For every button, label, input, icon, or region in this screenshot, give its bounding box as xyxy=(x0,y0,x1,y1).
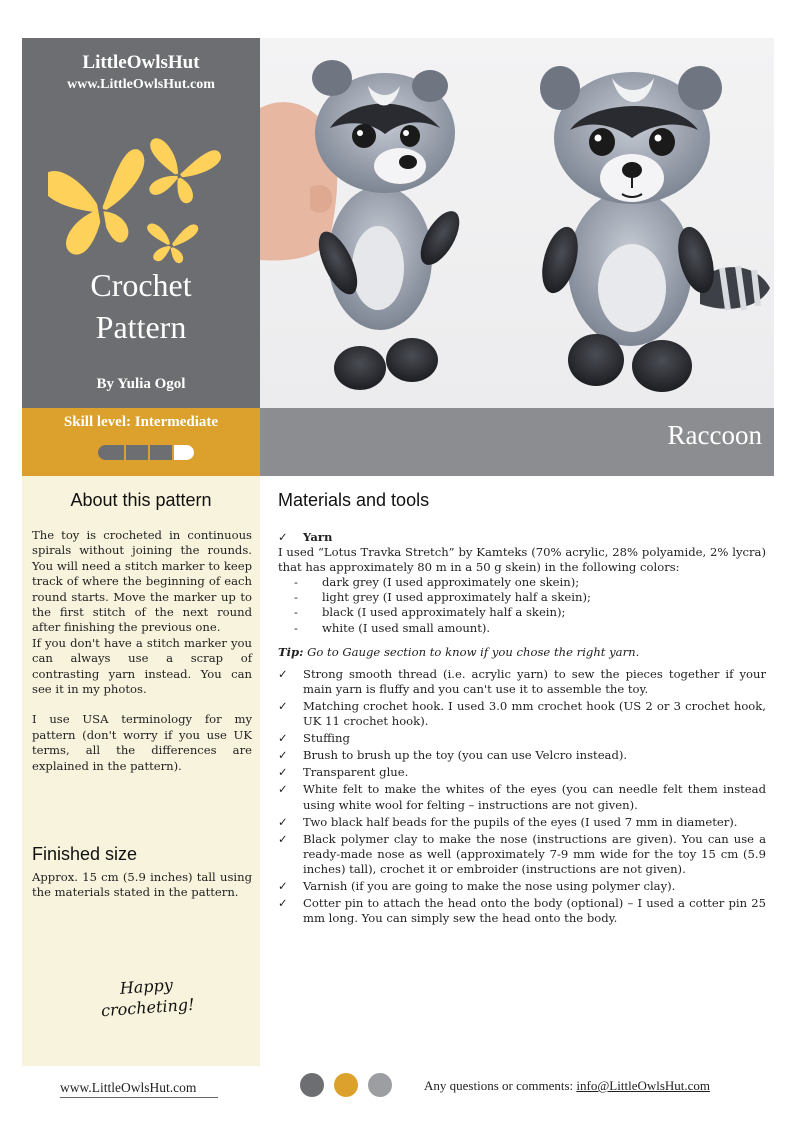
product-photo xyxy=(260,38,774,408)
list-item xyxy=(294,605,766,620)
author: By Yulia Ogol xyxy=(96,376,186,392)
butterfly-large-icon xyxy=(48,148,159,259)
about-heading: About this pattern xyxy=(70,490,212,510)
check-icon: ✓ xyxy=(278,748,288,763)
footer-dots-decoration xyxy=(300,1073,395,1099)
list-item xyxy=(278,782,766,812)
material-item-text: Strong smooth thread (i.e. acrylic yarn) to sew the pieces together if your main yarn is fluffy and you can't use it to assemble the toy. xyxy=(303,666,766,696)
check-icon: ✓ xyxy=(278,765,288,780)
check-icon: ✓ xyxy=(278,896,288,911)
skill-level-meter xyxy=(98,441,216,463)
about-paragraph-1: The toy is crocheted in continuous spirals without joining the rounds. You will need a stitch marker to keep track of where the beginning of each round starts. Move the marker up to the first stitch of the next round after finishing the previous one. xyxy=(32,528,252,635)
tip-text: Go to Gauge section to know if you chose the right yarn. xyxy=(307,644,640,659)
check-icon: ✓ xyxy=(278,666,288,681)
light-grey-dot-icon xyxy=(368,1073,392,1097)
materials-list xyxy=(278,667,766,927)
yarn-heading-row xyxy=(278,530,766,545)
dash-icon: - xyxy=(294,620,298,635)
about-paragraph-2: If you don't have a stitch marker you can always use a scrap of contrasting yarn instead. You can see it in my photos. xyxy=(32,635,252,697)
list-item xyxy=(278,832,766,877)
pattern-title xyxy=(22,264,260,348)
brand-panel xyxy=(22,38,260,408)
contact-label: Any questions or comments: xyxy=(424,1078,577,1093)
skill-level-bar xyxy=(22,408,260,476)
footer-website-link[interactable]: www.LittleOwlsHut.com xyxy=(60,1080,197,1095)
contact-email-link[interactable]: info@LittleOwlsHut.com xyxy=(576,1078,711,1093)
dash-icon: - xyxy=(294,590,298,605)
check-icon: ✓ xyxy=(278,814,288,829)
check-icon: ✓ xyxy=(278,731,288,746)
material-item-text: Black polymer clay to make the nose (instructions are given). You can use a ready-made nose as well (approximately 7-9 mm wide for the toy 15 cm (5.9 inches) tall), crochet it or embroider (instructions are not given). xyxy=(303,831,766,876)
list-item xyxy=(278,896,766,926)
color-item-text: black (I used approximately half a skein); xyxy=(322,605,566,620)
materials-body xyxy=(278,530,766,928)
skill-segment-4 xyxy=(174,445,194,460)
list-item xyxy=(278,731,766,746)
finished-size-text xyxy=(32,870,252,901)
check-icon: ✓ xyxy=(278,698,288,713)
butterfly-medium-icon xyxy=(138,133,223,208)
about-sidebar xyxy=(22,476,260,1066)
signoff-line2: crocheting! xyxy=(100,994,196,1021)
list-item xyxy=(278,765,766,780)
signoff-line1: Happy xyxy=(119,975,174,998)
about-paragraph-3: I use USA terminology for my pattern (don't worry if you use UK terms, all the differences are explained in the pattern). xyxy=(32,712,252,773)
list-item xyxy=(278,699,766,729)
color-item-text: white (I used small amount). xyxy=(322,620,491,635)
list-item xyxy=(278,748,766,763)
grey-dot-icon xyxy=(300,1073,324,1097)
list-item xyxy=(278,815,766,830)
list-item xyxy=(294,575,766,590)
material-item-text: Stuffing xyxy=(303,731,350,746)
list-item xyxy=(278,667,766,697)
material-item-text: Transparent glue. xyxy=(303,765,409,780)
about-text xyxy=(32,528,252,774)
skill-segment-1 xyxy=(98,445,124,460)
list-item xyxy=(294,590,766,605)
check-icon: ✓ xyxy=(278,878,288,893)
footer-contact xyxy=(424,1078,710,1094)
list-item xyxy=(294,621,766,636)
pattern-title-line1: Crochet xyxy=(90,267,192,303)
pattern-title-line2: Pattern xyxy=(95,309,187,345)
yarn-title: Yarn xyxy=(303,530,333,544)
butterfly-small-icon xyxy=(144,220,198,264)
brand-name: LittleOwlsHut xyxy=(82,52,200,73)
finished-size-heading: Finished size xyxy=(32,844,138,864)
dash-icon: - xyxy=(294,575,298,590)
raccoon-right xyxy=(536,66,770,392)
dash-icon: - xyxy=(294,605,298,620)
color-item-text: dark grey (I used approximately one skein); xyxy=(322,575,580,590)
raccoon-toy-image xyxy=(260,38,774,408)
finished-size-paragraph: Approx. 15 cm (5.9 inches) tall using the materials stated in the pattern. xyxy=(32,870,252,900)
butterfly-logo-icon xyxy=(48,104,238,264)
skill-segment-2 xyxy=(126,445,148,460)
material-item-text: White felt to make the whites of the eyes (you can needle felt them instead using white wool for felting – instructions are not given). xyxy=(303,782,766,812)
gold-dot-icon xyxy=(334,1073,358,1097)
check-icon: ✓ xyxy=(278,530,288,544)
brand-url: www.LittleOwlsHut.com xyxy=(67,77,215,92)
raccoon-left xyxy=(311,60,467,390)
color-item-text: light grey (I used approximately half a skein); xyxy=(322,590,591,605)
materials-heading: Materials and tools xyxy=(278,490,430,510)
happy-crocheting-signoff xyxy=(81,972,214,1023)
yarn-description: I used “Lotus Travka Stretch” by Kamteks (70% acrylic, 28% polyamide, 2% lycra) that has approximately 80 m in a 50 g skein) in the following colors: xyxy=(278,545,766,575)
skill-level-label: Skill level: Intermediate xyxy=(63,414,219,430)
check-icon: ✓ xyxy=(278,782,288,797)
skill-segment-3 xyxy=(150,445,172,460)
material-item-text: Brush to brush up the toy (you can use Velcro instead). xyxy=(303,748,628,763)
list-item xyxy=(278,879,766,894)
material-item-text: Two black half beads for the pupils of the eyes (I used 7 mm in diameter). xyxy=(303,814,738,829)
tip-label: Tip: xyxy=(278,644,304,659)
yarn-color-list xyxy=(294,575,766,635)
material-item-text: Cotter pin to attach the head onto the body (optional) – I used a cotter pin 25 mm long. You can simply sew the head onto the body. xyxy=(303,896,766,926)
gauge-tip xyxy=(278,645,766,660)
check-icon: ✓ xyxy=(278,831,288,846)
footer-divider xyxy=(60,1097,218,1098)
material-item-text: Matching crochet hook. I used 3.0 mm crochet hook (US 2 or 3 crochet hook, UK 11 crochet hook). xyxy=(303,698,766,729)
toy-name-bar xyxy=(260,408,774,476)
toy-name: Raccoon xyxy=(667,420,762,450)
material-item-text: Varnish (if you are going to make the nose using polymer clay). xyxy=(303,878,676,893)
